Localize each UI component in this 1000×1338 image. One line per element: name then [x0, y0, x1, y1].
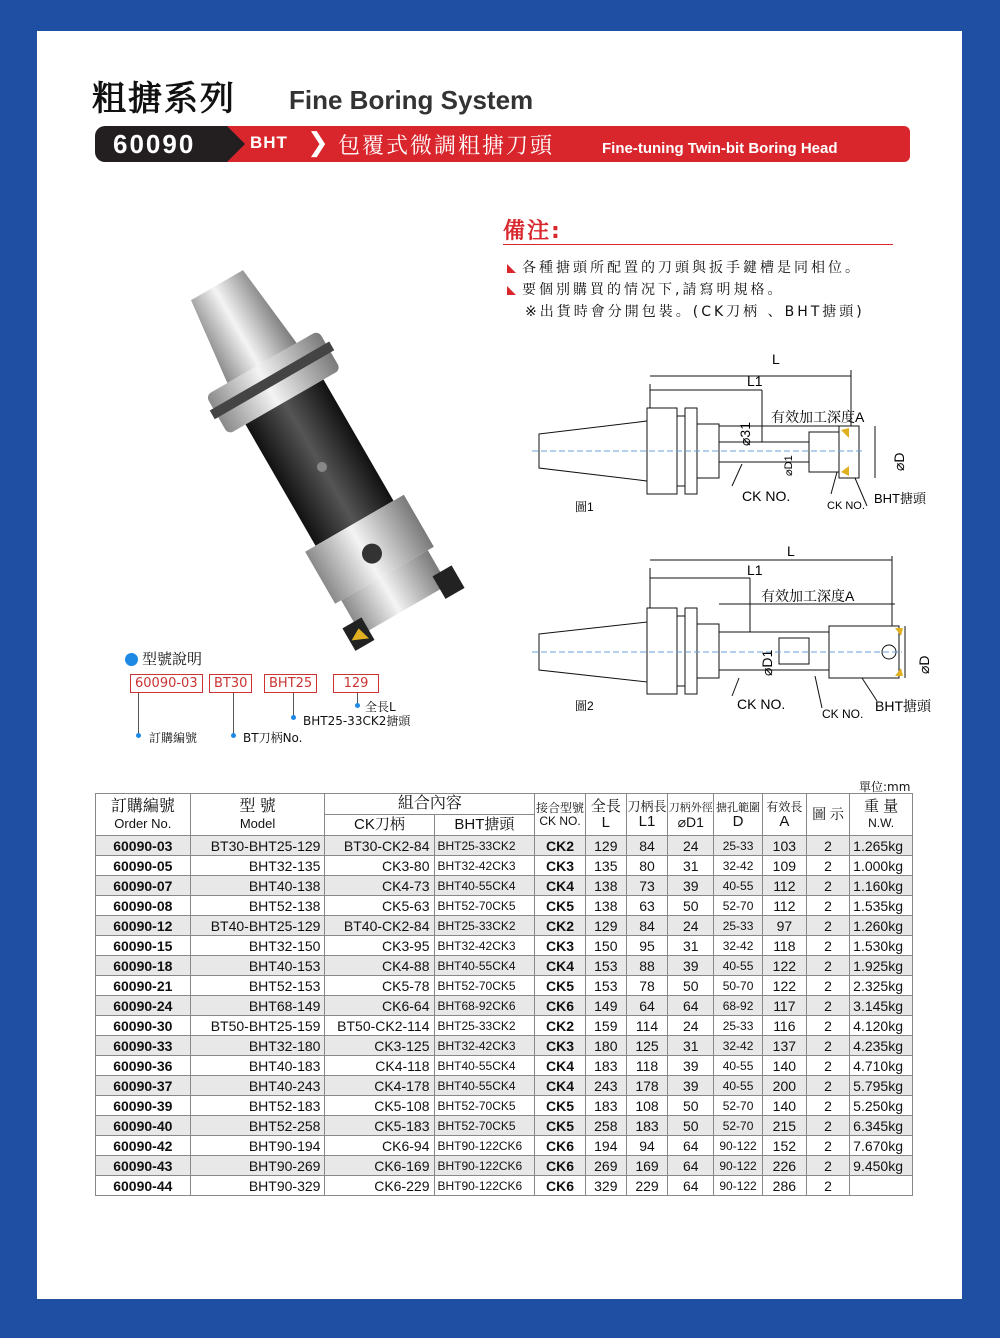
table-row — [96, 856, 913, 876]
fig1-depth-label: 有效加工深度A — [771, 409, 865, 425]
table-cell: CK6-64 — [325, 996, 434, 1016]
table-cell: 97 — [762, 916, 806, 936]
boring-head-photo — [132, 241, 482, 651]
table-cell: 88 — [626, 956, 667, 976]
table-cell: 2 — [806, 1036, 849, 1056]
table-cell: CK4-73 — [325, 876, 434, 896]
table-cell: 60090-03 — [96, 836, 191, 856]
table-cell: BHT32-150 — [190, 936, 325, 956]
product-name-cn: 包覆式微調粗搪刀頭 — [338, 134, 555, 159]
table-cell: 215 — [762, 1116, 806, 1136]
table-cell: BHT90-122CK6 — [434, 1176, 535, 1196]
table-cell: 60090-44 — [96, 1176, 191, 1196]
model-part-order: 60090-03 — [130, 674, 203, 693]
unit-label: 單位:mm — [859, 780, 911, 794]
table-cell: CK6-169 — [325, 1156, 434, 1176]
table-cell: 60090-37 — [96, 1076, 191, 1096]
table-cell: 229 — [626, 1176, 667, 1196]
table-row — [96, 976, 913, 996]
table-cell: CK3 — [535, 1036, 585, 1056]
table-cell: 183 — [585, 1056, 626, 1076]
table-cell: 2 — [806, 1016, 849, 1036]
table-cell: 39 — [668, 1076, 714, 1096]
table-cell: 60090-43 — [96, 1156, 191, 1176]
table-cell: BHT52-258 — [190, 1116, 325, 1136]
table-cell: 122 — [762, 956, 806, 976]
table-cell: 200 — [762, 1076, 806, 1096]
table-cell: 32-42 — [714, 936, 762, 956]
table-cell: 183 — [585, 1096, 626, 1116]
table-cell: BT30-CK2-84 — [325, 836, 434, 856]
model-part-length: 129 — [333, 674, 379, 693]
fig1-ck-label: CK NO. — [742, 488, 791, 504]
table-cell: 109 — [762, 856, 806, 876]
table-cell: BHT52-70CK5 — [434, 896, 535, 916]
table-cell: BHT40-138 — [190, 876, 325, 896]
table-cell: 137 — [762, 1036, 806, 1056]
table-cell: CK2 — [535, 836, 585, 856]
table-row — [96, 996, 913, 1016]
page-title-en: Fine Boring System — [289, 85, 534, 115]
table-cell: CK5 — [535, 1096, 585, 1116]
table-cell: 2 — [806, 856, 849, 876]
table-cell: 90-122 — [714, 1156, 762, 1176]
table-cell: 2 — [806, 1156, 849, 1176]
table-cell: 2 — [806, 836, 849, 856]
table-cell: 5.250kg — [850, 1096, 913, 1116]
table-cell: 2 — [806, 1076, 849, 1096]
table-cell: CK5 — [535, 976, 585, 996]
table-cell: 2 — [806, 976, 849, 996]
fig1-dim-L1: L1 — [747, 373, 763, 389]
table-cell: CK6 — [535, 996, 585, 1016]
table-cell: 24 — [668, 836, 714, 856]
table-row — [96, 916, 913, 936]
table-cell: 269 — [585, 1156, 626, 1176]
fig2-caption: 圖2 — [575, 699, 594, 713]
table-cell: 3.145kg — [850, 996, 913, 1016]
red-triangle-icon — [507, 264, 516, 273]
table-cell: CK6-229 — [325, 1176, 434, 1196]
table-cell: 94 — [626, 1136, 667, 1156]
table-cell: 153 — [585, 976, 626, 996]
table-cell: 39 — [668, 876, 714, 896]
note-line-3: ※出貨時會分開包裝。(CK刀柄 、BHT搪頭) — [525, 304, 865, 320]
table-cell: 68-92 — [714, 996, 762, 1016]
table-cell: CK3-125 — [325, 1036, 434, 1056]
table-cell: 90-122 — [714, 1136, 762, 1156]
table-cell: 60090-42 — [96, 1136, 191, 1156]
fig1-d-label: ⌀D — [891, 452, 907, 471]
table-cell: 73 — [626, 876, 667, 896]
table-cell: BHT68-92CK6 — [434, 996, 535, 1016]
product-name-en: Fine-tuning Twin-bit Boring Head — [602, 140, 838, 157]
table-cell: 40-55 — [714, 1076, 762, 1096]
table-cell: 178 — [626, 1076, 667, 1096]
table-cell: 9.450kg — [850, 1156, 913, 1176]
table-cell: 2 — [806, 896, 849, 916]
table-row — [96, 1056, 913, 1076]
table-cell: 2 — [806, 936, 849, 956]
table-cell: BT50-BHT25-159 — [190, 1016, 325, 1036]
table-cell: 78 — [626, 976, 667, 996]
header-fig: 圖 示 — [806, 794, 849, 836]
table-cell: BHT40-55CK4 — [434, 956, 535, 976]
table-row — [96, 1016, 913, 1036]
fig1-ck2-label: CK NO. — [827, 500, 865, 512]
label-length: 全長L — [365, 700, 396, 714]
table-cell: BHT90-122CK6 — [434, 1136, 535, 1156]
table-cell: 1.925kg — [850, 956, 913, 976]
table-cell: CK4 — [535, 956, 585, 976]
table-cell: 108 — [626, 1096, 667, 1116]
table-cell — [850, 1176, 913, 1196]
table-cell: 84 — [626, 836, 667, 856]
table-cell: CK4 — [535, 1056, 585, 1076]
table-cell: 118 — [762, 936, 806, 956]
table-cell: 2 — [806, 1096, 849, 1116]
table-cell: CK2 — [535, 916, 585, 936]
table-cell: 39 — [668, 1056, 714, 1076]
table-cell: BHT40-55CK4 — [434, 1056, 535, 1076]
table-cell: BHT40-153 — [190, 956, 325, 976]
table-cell: BHT90-194 — [190, 1136, 325, 1156]
product-type: BHT — [250, 133, 288, 152]
table-cell: 90-122 — [714, 1176, 762, 1196]
table-cell: 169 — [626, 1156, 667, 1176]
table-cell: 40-55 — [714, 876, 762, 896]
table-cell: CK2 — [535, 1016, 585, 1036]
table-cell: 60090-21 — [96, 976, 191, 996]
header-model: 型 號 Model — [190, 794, 325, 836]
table-cell: BHT40-183 — [190, 1056, 325, 1076]
table-cell: BT30-BHT25-129 — [190, 836, 325, 856]
table-cell: 60090-18 — [96, 956, 191, 976]
table-cell: 122 — [762, 976, 806, 996]
table-cell: 243 — [585, 1076, 626, 1096]
table-cell: BHT25-33CK2 — [434, 836, 535, 856]
table-cell: BT40-BHT25-129 — [190, 916, 325, 936]
table-cell: CK6 — [535, 1176, 585, 1196]
header-L: 全長 L — [585, 794, 626, 836]
table-cell: 152 — [762, 1136, 806, 1156]
table-cell: CK4-88 — [325, 956, 434, 976]
table-row — [96, 1076, 913, 1096]
table-cell: 50 — [668, 1096, 714, 1116]
table-cell: 2 — [806, 1056, 849, 1076]
table-cell: 60090-30 — [96, 1016, 191, 1036]
chevron-right-icon: ❯ — [307, 128, 329, 158]
table-cell: 117 — [762, 996, 806, 1016]
table-cell: 114 — [626, 1016, 667, 1036]
table-cell: 138 — [585, 896, 626, 916]
table-row — [96, 876, 913, 896]
table-cell: 60090-07 — [96, 876, 191, 896]
fig1-bht-label: BHT搪頭 — [874, 491, 927, 506]
table-cell: 153 — [585, 956, 626, 976]
fig2-ck-label: CK NO. — [737, 696, 786, 712]
table-cell: 2 — [806, 1136, 849, 1156]
table-cell: 25-33 — [714, 916, 762, 936]
table-row — [96, 896, 913, 916]
model-part-shank: BT30 — [209, 674, 252, 693]
table-cell: 1.160kg — [850, 876, 913, 896]
table-cell: 2 — [806, 876, 849, 896]
table-cell: CK6 — [535, 1156, 585, 1176]
table-cell: 140 — [762, 1056, 806, 1076]
table-cell: BHT90-329 — [190, 1176, 325, 1196]
table-cell: BHT40-55CK4 — [434, 1076, 535, 1096]
table-cell: 183 — [626, 1116, 667, 1136]
header-L1: 刀柄長 L1 — [626, 794, 667, 836]
table-cell: BHT25-33CK2 — [434, 1016, 535, 1036]
table-cell: 258 — [585, 1116, 626, 1136]
table-row — [96, 836, 913, 856]
fig1-dim-L: L — [772, 351, 780, 367]
table-cell: BHT52-138 — [190, 896, 325, 916]
spec-table — [95, 793, 913, 1196]
fig2-dim-L: L — [787, 543, 795, 559]
fig2-ck2-label: CK NO. — [822, 707, 864, 721]
table-cell: 52-70 — [714, 1116, 762, 1136]
table-row — [96, 936, 913, 956]
notes-divider — [503, 244, 893, 245]
table-cell: 103 — [762, 836, 806, 856]
table-cell: 5.795kg — [850, 1076, 913, 1096]
table-cell: CK5-108 — [325, 1096, 434, 1116]
table-cell: 180 — [585, 1036, 626, 1056]
header-order: 訂購編號 Order No. — [96, 794, 191, 836]
product-banner — [95, 126, 910, 162]
table-cell: 125 — [626, 1036, 667, 1056]
table-cell: 149 — [585, 996, 626, 1016]
red-triangle-icon — [507, 286, 516, 295]
table-cell: CK4 — [535, 876, 585, 896]
table-cell: CK6 — [535, 1136, 585, 1156]
table-row — [96, 1096, 913, 1116]
fig2-bht-label: BHT搪頭 — [875, 698, 931, 714]
label-order: 訂購編號 — [149, 731, 198, 745]
technical-diagrams — [517, 346, 932, 721]
model-part-head: BHT25 — [264, 674, 317, 693]
header-nw: 重 量 N.W. — [850, 794, 913, 836]
table-cell: 150 — [585, 936, 626, 956]
fig1-d31-label: ⌀31 — [737, 421, 753, 446]
spec-table-body — [96, 836, 913, 1196]
table-cell: CK5-63 — [325, 896, 434, 916]
header-A: 有效長 A — [762, 794, 806, 836]
table-cell: 25-33 — [714, 836, 762, 856]
table-cell: BHT40-55CK4 — [434, 876, 535, 896]
table-cell: CK5-183 — [325, 1116, 434, 1136]
table-cell: CK5 — [535, 1116, 585, 1136]
header-ckno: 接合型號 CK NO. — [535, 794, 585, 836]
table-cell: BHT90-269 — [190, 1156, 325, 1176]
table-cell: BHT32-135 — [190, 856, 325, 876]
header-ck: CK刀柄 — [325, 815, 434, 836]
table-cell: CK5-78 — [325, 976, 434, 996]
table-cell: CK5 — [535, 896, 585, 916]
table-cell: 112 — [762, 876, 806, 896]
table-cell: CK3 — [535, 856, 585, 876]
table-cell: BHT52-70CK5 — [434, 976, 535, 996]
fig1-caption: 圖1 — [575, 500, 594, 514]
table-cell: BT50-CK2-114 — [325, 1016, 434, 1036]
table-cell: 50 — [668, 976, 714, 996]
table-row — [96, 1176, 913, 1196]
note-line-2: 要個別購買的情况下,請寫明規格。 — [507, 279, 784, 299]
table-cell: 140 — [762, 1096, 806, 1116]
table-cell: 31 — [668, 1036, 714, 1056]
table-cell: 50-70 — [714, 976, 762, 996]
table-cell: 63 — [626, 896, 667, 916]
table-cell: 40-55 — [714, 1056, 762, 1076]
table-cell: 50 — [668, 1116, 714, 1136]
table-cell: 84 — [626, 916, 667, 936]
table-cell: 52-70 — [714, 1096, 762, 1116]
table-cell: 138 — [585, 876, 626, 896]
table-cell: 4.710kg — [850, 1056, 913, 1076]
table-cell: CK3 — [535, 936, 585, 956]
table-cell: BHT32-42CK3 — [434, 1036, 535, 1056]
table-cell: 129 — [585, 836, 626, 856]
table-cell: BHT52-183 — [190, 1096, 325, 1116]
label-head: BHT25-33CK2搪頭 — [303, 714, 411, 728]
table-cell: 159 — [585, 1016, 626, 1036]
catalog-page — [37, 31, 962, 1299]
fig2-depth-label: 有效加工深度A — [761, 588, 855, 604]
table-cell: CK4-178 — [325, 1076, 434, 1096]
table-cell: CK6-94 — [325, 1136, 434, 1156]
table-cell: 4.235kg — [850, 1036, 913, 1056]
table-cell: 24 — [668, 916, 714, 936]
table-cell: 1.265kg — [850, 836, 913, 856]
fig1-d1-label: ⌀D1 — [783, 455, 795, 476]
notes-heading: 備注: — [503, 219, 562, 244]
table-cell: 2 — [806, 1176, 849, 1196]
table-cell: 25-33 — [714, 1016, 762, 1036]
table-cell: BHT32-180 — [190, 1036, 325, 1056]
table-cell: 64 — [668, 1176, 714, 1196]
table-cell: 32-42 — [714, 856, 762, 876]
table-cell: 60090-12 — [96, 916, 191, 936]
table-row — [96, 1156, 913, 1176]
table-cell: 24 — [668, 1016, 714, 1036]
table-cell: 39 — [668, 956, 714, 976]
table-cell: 118 — [626, 1056, 667, 1076]
table-cell: 116 — [762, 1016, 806, 1036]
table-cell: BT40-CK2-84 — [325, 916, 434, 936]
table-cell: 286 — [762, 1176, 806, 1196]
table-cell: 60090-39 — [96, 1096, 191, 1116]
table-row — [96, 1036, 913, 1056]
table-cell: CK3-95 — [325, 936, 434, 956]
table-cell: 194 — [585, 1136, 626, 1156]
table-cell: CK4-118 — [325, 1056, 434, 1076]
product-code: 60090 — [113, 129, 196, 159]
table-cell: 4.120kg — [850, 1016, 913, 1036]
table-cell: 60090-24 — [96, 996, 191, 1016]
table-cell: 1.000kg — [850, 856, 913, 876]
table-cell: 135 — [585, 856, 626, 876]
table-cell: 95 — [626, 936, 667, 956]
table-cell: CK4 — [535, 1076, 585, 1096]
table-cell: 129 — [585, 916, 626, 936]
table-cell: 60090-08 — [96, 896, 191, 916]
table-cell: 64 — [668, 996, 714, 1016]
fig2-d-label: ⌀D — [916, 655, 932, 674]
table-cell: BHT32-42CK3 — [434, 936, 535, 956]
table-cell: CK3-80 — [325, 856, 434, 876]
table-cell: 52-70 — [714, 896, 762, 916]
table-cell: 2 — [806, 956, 849, 976]
table-cell: 60090-05 — [96, 856, 191, 876]
table-cell: 226 — [762, 1156, 806, 1176]
label-shank: BT刀柄No. — [243, 731, 303, 745]
table-row — [96, 1136, 913, 1156]
header-bht: BHT搪頭 — [434, 815, 535, 836]
table-cell: BHT52-70CK5 — [434, 1116, 535, 1136]
model-explanation-title: 型號說明 — [125, 648, 202, 669]
table-cell: BHT90-122CK6 — [434, 1156, 535, 1176]
table-cell: 7.670kg — [850, 1136, 913, 1156]
table-cell: 60090-33 — [96, 1036, 191, 1056]
header-D: 搪孔範圍 D — [714, 794, 762, 836]
header-D1: 刀柄外徑 ⌀D1 — [668, 794, 714, 836]
table-cell: 2 — [806, 916, 849, 936]
note-line-1: 各種搪頭所配置的刀頭與扳手鍵槽是同相位。 — [507, 257, 862, 277]
table-cell: 1.530kg — [850, 936, 913, 956]
page-title-cn: 粗搪系列 — [92, 79, 236, 119]
table-cell: 2 — [806, 1116, 849, 1136]
table-cell: 2 — [806, 996, 849, 1016]
table-cell: BHT25-33CK2 — [434, 916, 535, 936]
table-row — [96, 956, 913, 976]
fig2-dim-L1: L1 — [747, 562, 763, 578]
table-cell: 64 — [668, 1136, 714, 1156]
table-cell: BHT52-70CK5 — [434, 1096, 535, 1116]
table-cell: 1.535kg — [850, 896, 913, 916]
table-cell: 40-55 — [714, 956, 762, 976]
table-cell: 2.325kg — [850, 976, 913, 996]
table-cell: 31 — [668, 856, 714, 876]
table-cell: 329 — [585, 1176, 626, 1196]
table-cell: 32-42 — [714, 1036, 762, 1056]
table-cell: 1.260kg — [850, 916, 913, 936]
table-cell: 60090-40 — [96, 1116, 191, 1136]
table-cell: 60090-36 — [96, 1056, 191, 1076]
table-cell: BHT68-149 — [190, 996, 325, 1016]
blue-dot-icon — [125, 653, 138, 666]
table-cell: 50 — [668, 896, 714, 916]
table-cell: BHT52-153 — [190, 976, 325, 996]
fig2-d1-label: ⌀D1 — [759, 649, 775, 676]
table-cell: 112 — [762, 896, 806, 916]
table-cell: 6.345kg — [850, 1116, 913, 1136]
table-cell: 60090-15 — [96, 936, 191, 956]
table-cell: 80 — [626, 856, 667, 876]
table-cell: 64 — [626, 996, 667, 1016]
table-row — [96, 1116, 913, 1136]
table-cell: 31 — [668, 936, 714, 956]
table-cell: BHT32-42CK3 — [434, 856, 535, 876]
table-cell: BHT40-243 — [190, 1076, 325, 1096]
header-combo: 組合內容 — [325, 794, 535, 815]
table-cell: 64 — [668, 1156, 714, 1176]
